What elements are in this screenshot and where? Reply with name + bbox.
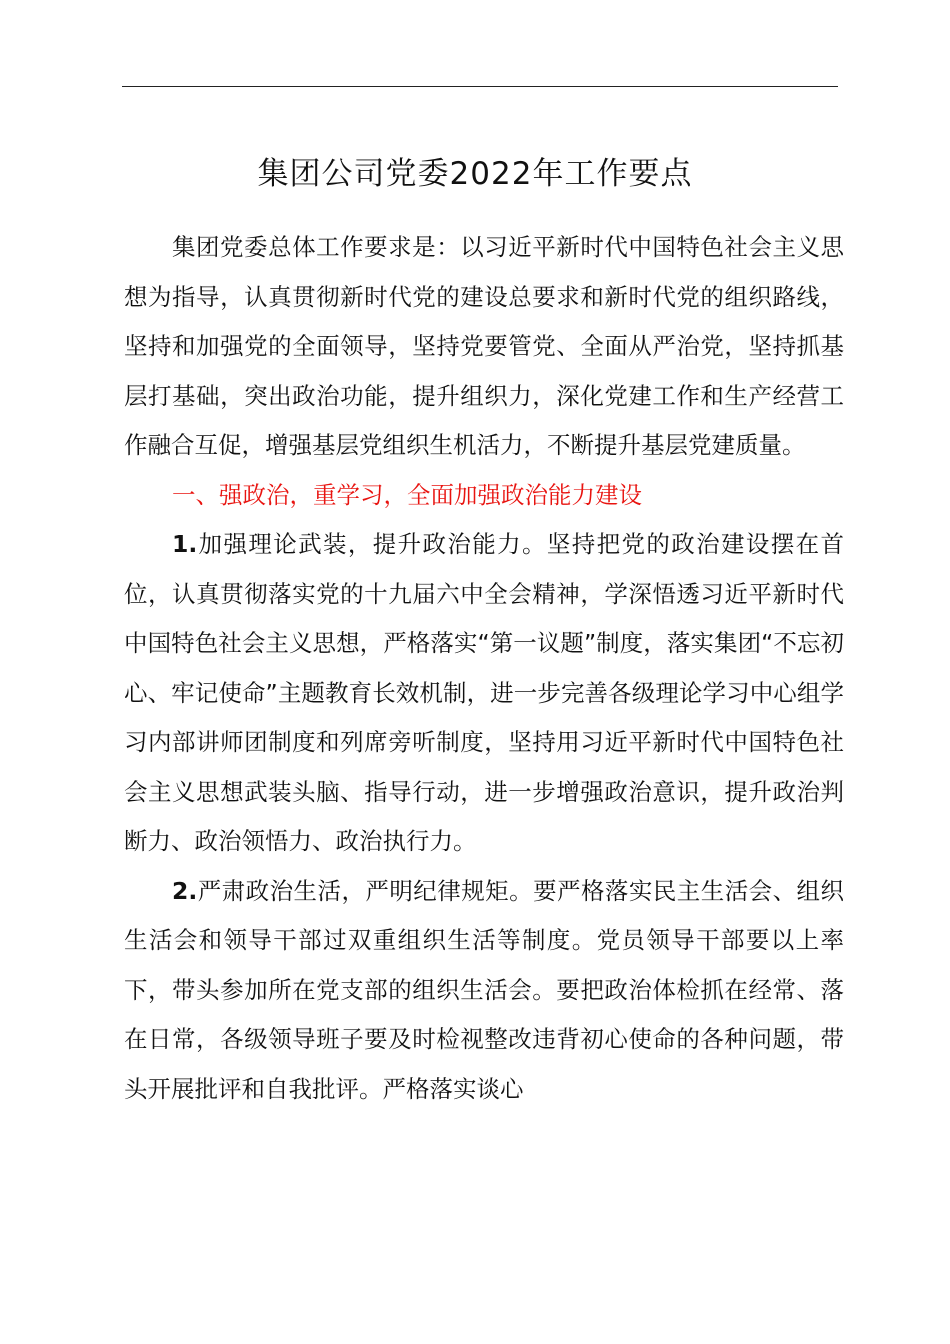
item-number: 1. xyxy=(172,530,198,558)
item-text: 严肃政治生活，严明纪律规矩。要严格落实民主生活会、组织生活会和领导干部过双重组织生活等制度。党员领导干部要以上率下，带头参加所在党支部的组织生活会。要把政治体检抓在经常、落在日常，各级领导班子要及时检视整改违背初心使命的各种问题，带头开展批评和自我批评。严格落实谈心 xyxy=(124,876,844,1103)
intro-paragraph: 集团党委总体工作要求是：以习近平新时代中国特色社会主义思想为指导，认真贯彻新时代党的建设总要求和新时代党的组织路线，坚持和加强党的全面领导，坚持党要管党、全面从严治党，坚持抓基层打基础，突出政治功能，提升组织力，深化党建工作和生产经营工作融合互促，增强基层党组织生机活力，不断提升基层党建质量。 xyxy=(124,233,844,459)
document-title: 集团公司党委2022年工作要点 xyxy=(257,156,693,192)
list-item xyxy=(124,520,844,867)
list-item xyxy=(124,867,844,1115)
section-heading: 一、强政治，重学习，全面加强政治能力建设 xyxy=(172,480,642,509)
item-number: 2. xyxy=(172,876,198,905)
item-text: 加强理论武装，提升政治能力。坚持把党的政治建设摆在首位，认真贯彻落实党的十九届六中全会精神，学深悟透习近平新时代中国特色社会主义思想，严格落实“第一议题”制度，落实集团“不忘初心、牢记使命”主题教育长效机制，进一步完善各级理论学习中心组学习内部讲师团制度和列席旁听制度，坚持用习近平新时代中国特色社会主义思想武装头脑、指导行动，进一步增强政治意识，提升政治判断力、政治领悟力、政治执行力。 xyxy=(124,530,844,855)
header-rule xyxy=(122,86,838,87)
document-body xyxy=(124,223,844,1114)
